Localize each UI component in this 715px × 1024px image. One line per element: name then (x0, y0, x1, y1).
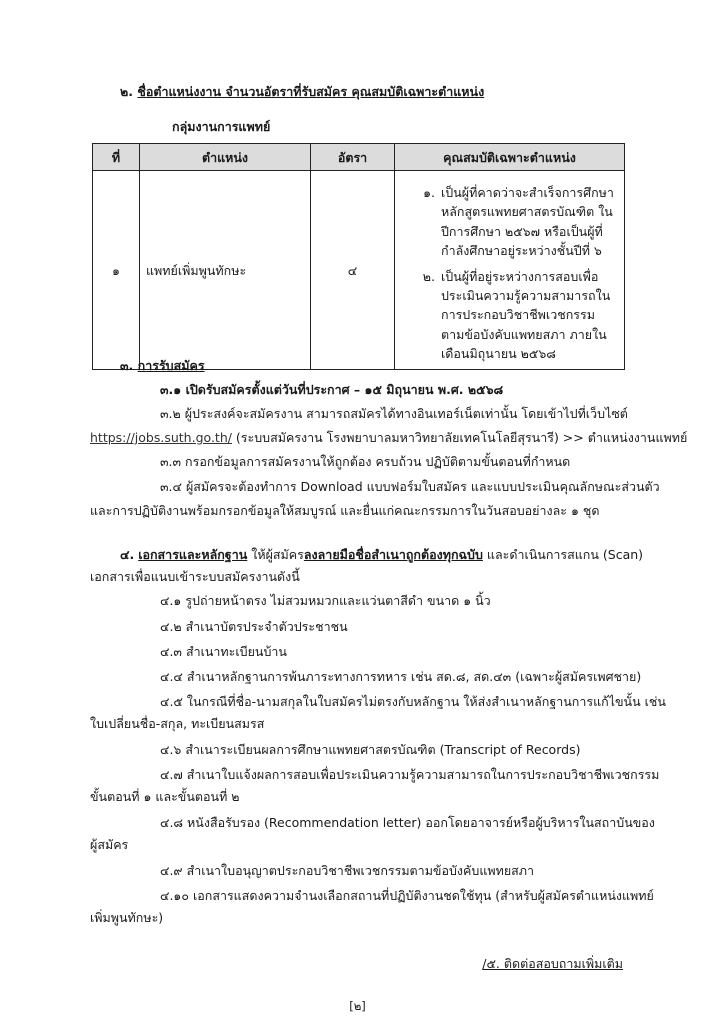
item-3-4-line1: ๓.๔ ผู้สมัครจะต้องทำการ Download แบบฟอร์มใบสมัคร และแบบประเมินคุณลักษณะส่วนตัว (160, 479, 660, 494)
section-3-number: ๓. (120, 358, 134, 373)
item-4-10-line1: ๔.๑๐ เอกสารแสดงความจำนงเลือกสถานที่ปฏิบัติงานชดใช้ทุน (สำหรับผู้สมัครตำแหน่งแพทย์ (160, 888, 654, 903)
item-4-6: ๔.๖ สำเนาระเบียนผลการศึกษาแพทยศาสตรบัณฑิต (Transcript of Records) (160, 742, 581, 757)
qualification-item (395, 183, 618, 261)
section-4-intro (120, 547, 643, 562)
cell-position: แพทย์เพิ่มพูนทักษะ (140, 171, 311, 370)
section-4-number: ๔. (120, 547, 135, 562)
col-header-position: ตำแหน่ง (140, 144, 311, 171)
col-header-quota: อัตรา (311, 144, 395, 171)
item-4-1: ๔.๑ รูปถ่ายหน้าตรง ไม่สวมหมวกและแว่นตาสีดำ ขนาด ๑ นิ้ว (160, 593, 491, 608)
table-row (93, 171, 625, 370)
item-4-7-line2: ขั้นตอนที่ ๑ และขั้นตอนที่ ๒ (90, 789, 240, 804)
section-3-title: การรับสมัคร (137, 358, 205, 373)
item-4-10-line2: เพิ่มพูนทักษะ) (90, 910, 164, 925)
continue-note: /๕. ติดต่อสอบถามเพิ่มเติม (482, 956, 623, 971)
item-3-2-line2 (90, 430, 687, 445)
item-3-2-line1: ๓.๒ ผู้ประสงค์จะสมัครงาน สามารถสมัครได้ทางอินเทอร์เน็ตเท่านั้น โดยเข้าไปที่เว็บไซต์ (160, 406, 628, 421)
item-3-1: ๓.๑ เปิดรับสมัครตั้งแต่วันที่ประกาศ – ๑๕ มิถุนายน พ.ศ. ๒๕๖๘ (160, 382, 504, 397)
section-4-title: เอกสารและหลักฐาน (138, 547, 248, 562)
cell-qualifications (395, 171, 625, 370)
section-4-intro-emphasis: ลงลายมือชื่อสำเนาถูกต้องทุกฉบับ (303, 547, 483, 562)
jobs-website-link[interactable]: https://jobs.suth.go.th/ (90, 430, 232, 445)
section-2-number: ๒. (120, 84, 133, 99)
position-table (92, 143, 625, 370)
cell-no: ๑ (93, 171, 140, 370)
table-header-row (93, 144, 625, 171)
qualification-text: เป็นผู้ที่อยู่ระหว่างการสอบเพื่อประเมินความรู้ความสามารถในการประกอบวิชาชีพเวชกรรมตามข้อบังคับแพทยสภา ภายในเดือนมิถุนายน ๒๕๖๘ (441, 268, 611, 361)
qualification-number: ๒. (422, 268, 435, 284)
item-3-3: ๓.๓ กรอกข้อมูลการสมัครงานให้ถูกต้อง ครบถ้วน ปฏิบัติตามขั้นตอนที่กำหนด (160, 454, 571, 469)
qualification-text: เป็นผู้ที่คาดว่าจะสำเร็จการศึกษา หลักสูตรแพทยศาสตรบัณฑิต ในปีการศึกษา ๒๕๖๗ หรือเป็นผู้ที่กำลังศึกษาอยู่ระหว่างชั้นปีที่ ๖ (441, 185, 614, 259)
item-4-7-line1: ๔.๗ สำเนาใบแจ้งผลการสอบเพื่อประเมินความรู้ความสามารถในการประกอบวิชาชีพเวชกรรม (160, 767, 660, 782)
item-4-3: ๔.๓ สำเนาทะเบียนบ้าน (160, 644, 287, 659)
item-4-2: ๔.๒ สำเนาบัตรประจำตัวประชาชน (160, 619, 348, 634)
item-3-2-line2-text: (ระบบสมัครงาน โรงพยาบาลมหาวิทยาลัยเทคโนโลยีสุรนารี) >> ตำแหน่งงานแพทย์ (231, 430, 688, 445)
section-4-intro-mid: ให้ผู้สมัคร (247, 547, 304, 562)
cell-quota: ๔ (311, 171, 395, 370)
section-2-title: ชื่อตำแหน่งงาน จำนวนอัตราที่รับสมัคร คุณสมบัติเฉพาะตำแหน่ง (137, 84, 485, 99)
section-4-intro-end: และดำเนินการสแกน (Scan) (482, 547, 644, 562)
page-number: [๒] (349, 999, 366, 1013)
item-3-4-line2: และการปฏิบัติงานพร้อมกรอกข้อมูลให้สมบูรณ์ และยื่นแก่คณะกรรมการในวันสอบอย่างละ ๑ ชุด (90, 503, 600, 518)
item-4-5-line2: ใบเปลี่ยนชื่อ-สกุล, ทะเบียนสมรส (90, 716, 265, 731)
section-2-heading (120, 84, 484, 99)
item-4-4: ๔.๔ สำเนาหลักฐานการพ้นภาระทางการทหาร เช่น สด.๘, สด.๔๓ (เฉพาะผู้สมัครเพศชาย) (160, 669, 642, 684)
col-header-no: ที่ (93, 144, 140, 171)
section-4-intro-line2: เอกสารเพื่อแนบเข้าระบบสมัครงานดังนี้ (90, 569, 300, 584)
item-4-9: ๔.๙ สำเนาใบอนุญาตประกอบวิชาชีพเวชกรรมตามข้อบังคับแพทยสภา (160, 863, 535, 878)
qualification-item (395, 267, 618, 364)
item-4-8-line1: ๔.๘ หนังสือรับรอง (Recommendation letter) ออกโดยอาจารย์หรือผู้บริหารในสถาบันของ (160, 815, 655, 830)
item-4-5-line1: ๔.๕ ในกรณีที่ชื่อ-นามสกุลในใบสมัครไม่ตรงกับหลักฐาน ให้ส่งสำเนาหลักฐานการแก้ไขนั้น เช่น (160, 694, 666, 709)
section-3-heading (120, 358, 205, 373)
item-4-8-line2: ผู้สมัคร (90, 837, 129, 852)
qualification-number: ๑. (423, 185, 435, 200)
col-header-qualifications: คุณสมบัติเฉพาะตำแหน่ง (395, 144, 625, 171)
group-label: กลุ่มงานการแพทย์ (172, 119, 271, 134)
